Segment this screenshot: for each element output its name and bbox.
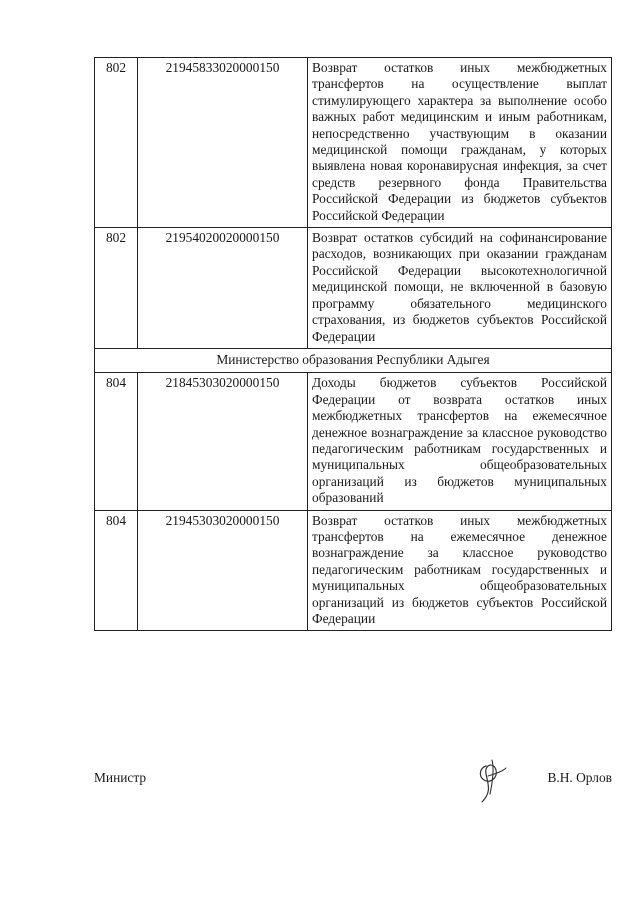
budget-classification-code-cell: 21845303020000150 bbox=[138, 373, 308, 510]
table-row bbox=[95, 510, 612, 631]
table-row bbox=[95, 373, 612, 510]
revenue-description-cell: Возврат остатков иных межбюджетных трансфертов на осуществление выплат стимулирующего характера за выполнение особо важных работ медицинским и иным работникам, непосредственно участвующим в оказании медицинской помощи гражданам, у которых выявлена новая коронавирусная инфекция, за счет средств резервного фонда Правительства Российской Федерации из бюджетов субъектов Российской Федерации bbox=[308, 58, 612, 228]
admin-code-cell: 804 bbox=[95, 373, 138, 510]
admin-code-cell: 804 bbox=[95, 510, 138, 631]
budget-classification-code-cell: 21945833020000150 bbox=[138, 58, 308, 228]
signatory-name: В.Н. Орлов bbox=[547, 770, 612, 785]
revenue-description-cell: Возврат остатков иных межбюджетных трансфертов на ежемесячное денежное вознаграждение за классное руководство педагогическим работникам государственных и муниципальных общеобразовательных организаций из бюджетов субъектов Российской Федерации bbox=[308, 510, 612, 631]
admin-code-cell: 802 bbox=[95, 228, 138, 349]
ministry-section-title: Министерство образования Республики Адыгея bbox=[95, 348, 612, 372]
revenue-description-cell: Доходы бюджетов субъектов Российской Федерации от возврата остатков иных межбюджетных трансфертов на ежемесячное денежное вознаграждение за классное руководство педагогическим работникам государственных и муниципальных общеобразовательных организаций из бюджетов муниципальных образований bbox=[308, 373, 612, 510]
table-row bbox=[95, 58, 612, 228]
revenue-description-cell: Возврат остатков субсидий на софинансирование расходов, возникающих при оказании гражданам Российской Федерации высокотехнологичной медицинской помощи, не включенной в базовую программу обязательного медицинского страхования, из бюджетов субъектов Российской Федерации bbox=[308, 228, 612, 349]
signature-block bbox=[94, 770, 612, 830]
budget-classification-code-cell: 21954020020000150 bbox=[138, 228, 308, 349]
budget-classification-code-cell: 21945303020000150 bbox=[138, 510, 308, 631]
handwritten-signature-icon bbox=[472, 754, 512, 810]
budget-codes-table bbox=[94, 57, 612, 631]
signatory-title: Министр bbox=[94, 770, 147, 785]
table-row bbox=[95, 228, 612, 349]
section-header-row bbox=[95, 348, 612, 372]
admin-code-cell: 802 bbox=[95, 58, 138, 228]
